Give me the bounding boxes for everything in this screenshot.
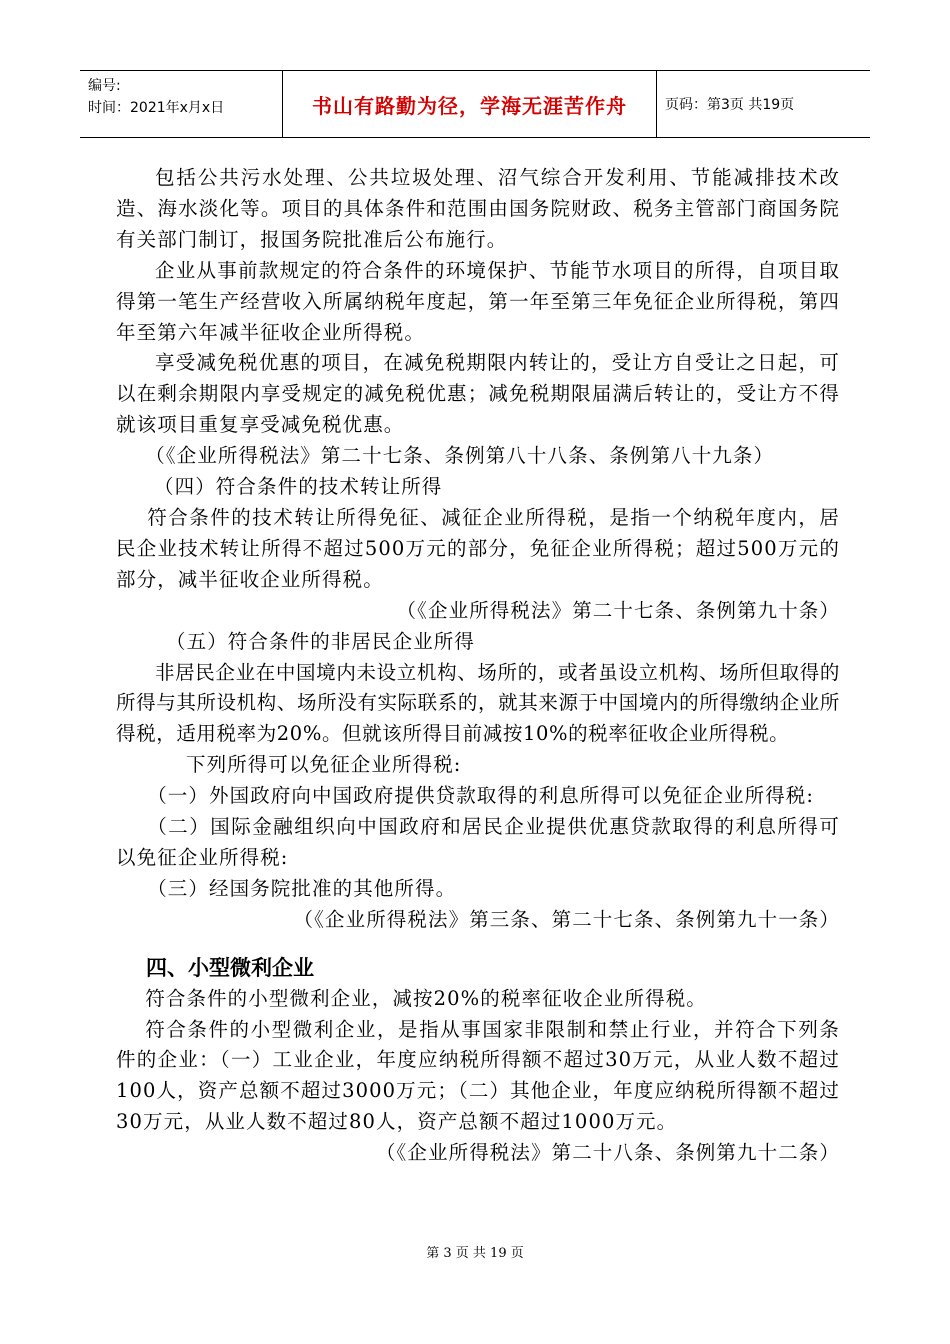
page-header [80,70,870,138]
paragraph: 非居民企业在中国境内未设立机构、场所的，或者虽设立机构、场所但取得的所得与其所设机构、场所没有实际联系的，就其来源于中国境内的所得缴纳企业所得税，适用税率为20%。但就该所得目前减按10%的税率征收企业所得税。 [116,660,840,746]
time-label: 时间：2021年x月x日 [88,100,225,116]
list-item: （二）国际金融组织向中国政府和居民企业提供优惠贷款取得的利息所得可以免征企业所得税: [116,815,840,869]
paragraph: 企业从事前款规定的符合条件的环境保护、节能节水项目的所得，自项目取得第一笔生产经营收入所属纳税年度起，第一年至第三年免征企业所得税，第四年至第六年减半征收企业所得税。 [116,258,840,344]
header-meta [80,71,283,137]
code-label: 编号: [88,78,121,94]
paragraph: 享受减免税优惠的项目，在减免税期限内转让的，受让方自受让之日起，可以在剩余期限内享受规定的减免税优惠；减免税期限届满后转让的，受让方不得就该项目重复享受减免税优惠。 [116,351,840,437]
document-body [116,163,840,1169]
paragraph: 下列所得可以免征企业所得税: [186,753,462,777]
list-item: （一）外国政府向中国政府提供贷款取得的利息所得可以免征企业所得税: [147,784,815,808]
legal-citation: （《企业所得税法》第二十七条、条例第八十八条、条例第八十九条） [145,444,775,468]
paragraph: 符合条件的小型微利企业，是指从事国家非限制和禁止行业，并符合下列条件的企业：（一）工业企业，年度应纳税所得额不超过30万元，从业人数不超过100人，资产总额不超过3000万元；（二）其他企业，年度应纳税所得额不超过30万元，从业人数不超过80人，资产总额不超过1000万元。 [116,1017,840,1134]
paragraph: 包括公共污水处理、公共垃圾处理、沼气综合开发利用、节能减排技术改造、海水淡化等。项目的具体条件和范围由国务院财政、税务主管部门商国务院有关部门制订，报国务院批准后公布施行。 [116,166,840,251]
legal-citation: （《企业所得税法》第二十七条、条例第九十条） [396,598,840,622]
legal-citation: （《企业所得税法》第三条、第二十七条、条例第九十一条） [293,907,840,931]
header-motto: 书山有路勤为径，学海无涯苦作舟 [283,71,657,137]
header-page-info: 页码：第3页 共19页 [665,97,795,113]
paragraph: 符合条件的技术转让所得免征、减征企业所得税，是指一个纳税年度内，居民企业技术转让所得不超过500万元的部分，免征企业所得税；超过500万元的部分，减半征收企业所得税。 [116,505,840,591]
section-title: 四、小型微利企业 [146,955,314,980]
legal-citation: （《企业所得税法》第二十八条、条例第九十二条） [375,1141,840,1165]
subheading: （五）符合条件的非居民企业所得 [166,629,476,653]
subheading: （四）符合条件的技术转让所得 [154,475,443,499]
page-footer: 第 3 页 共 19 页 [426,1246,524,1261]
paragraph: 符合条件的小型微利企业，减按20%的税率征收企业所得税。 [145,986,707,1010]
list-item: （三）经国务院批准的其他所得。 [147,876,457,900]
